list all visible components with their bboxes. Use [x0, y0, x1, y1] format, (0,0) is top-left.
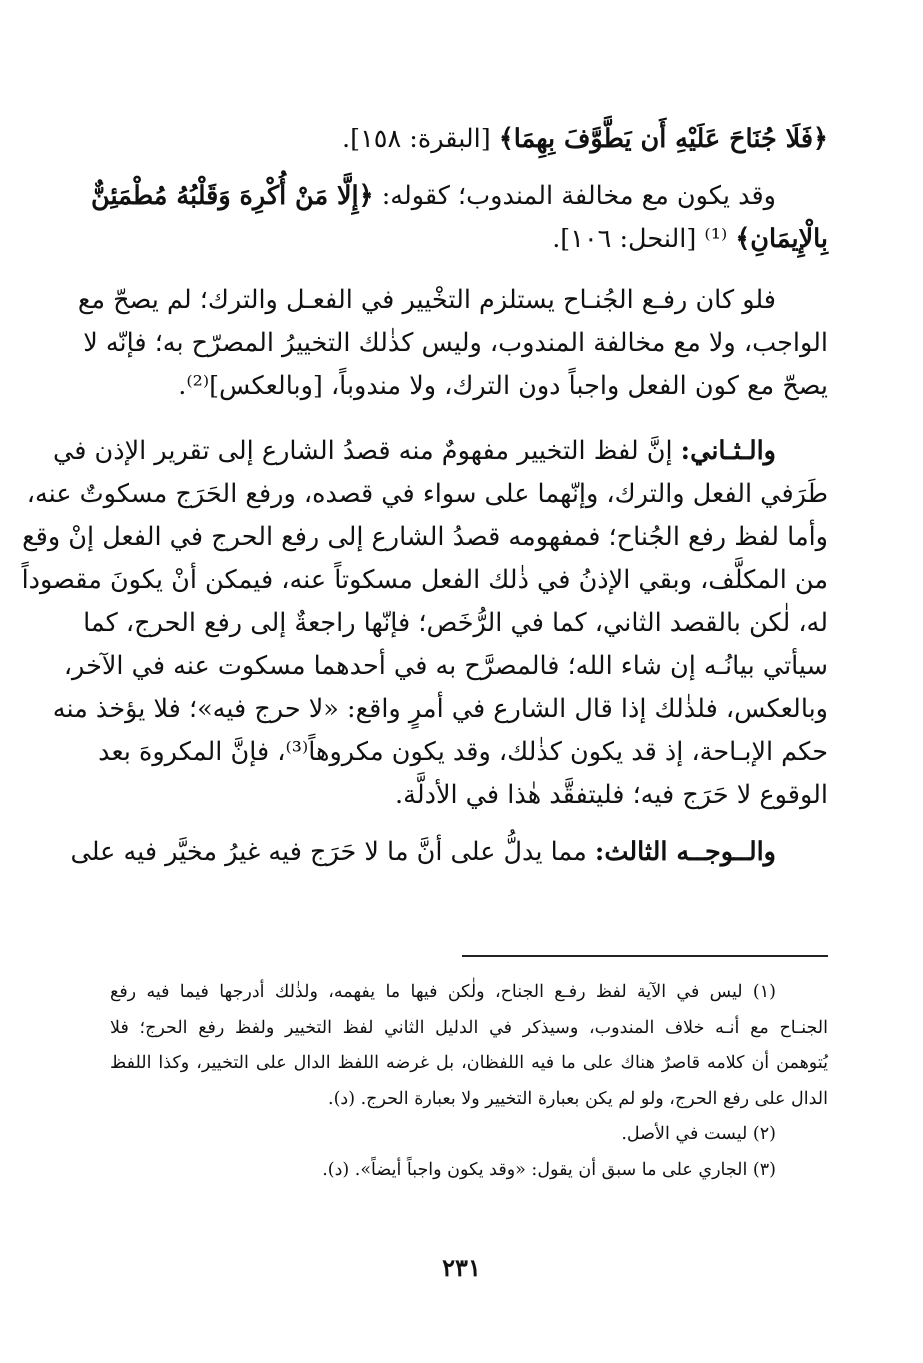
- main-text: [21, 118, 828, 874]
- paragraph-2-lead: والـثـاني:: [680, 436, 776, 466]
- text-line-1: [110, 118, 828, 161]
- footnote-divider: [462, 955, 828, 957]
- quran-verse-2-end: بِالْإِيمَانِ﴾: [735, 224, 828, 254]
- paragraph-1-line: يصحّ مع كون الفعل واجباً دون الترك، ولا مندوباً، [وبالعكس]⁽²⁾.: [178, 371, 828, 401]
- verse-reference-1: [البقرة: ١٥٨].: [342, 124, 491, 154]
- footnote-1-line: الجنـاح مع أنـه خلاف المندوب، وسيذكر في الدليل الثاني لفظ التخيير ولفظ رفع الحرج؛ فلا: [110, 1017, 828, 1038]
- paragraph-3-first: مما يدلُّ على أنَّ ما لا حَرَج فيه غيرُ مخيَّر فيه على: [70, 837, 587, 867]
- text-line-3: [110, 218, 828, 261]
- footnotes: [110, 975, 828, 1188]
- paragraph-2: [21, 430, 828, 817]
- footnote-1-line: يُتوهمن أن كلامه قاصرٌ هناك على ما فيه اللفظان، بل غرضه اللفظ الدال على التخيير، وكذا اللفظ: [110, 1053, 828, 1073]
- footnote-3: (٣) الجاري على ما سبق أن يقول: «وقد يكون واجباً أيضاً». (د).: [322, 1159, 776, 1180]
- quran-verse-1: ﴿فَلَا جُنَاحَ عَلَيْهِ أَن يَطَّوَّفَ بِهِمَا﴾: [498, 124, 828, 154]
- paragraph-2-line: [52, 430, 828, 473]
- paragraph-2-line: له، لٰكن بالقصد الثاني، كما في الرُّخَص؛ فإنّها راجعةٌ إلى رفع الحرج، كما: [83, 608, 828, 638]
- verse-reference-2: ⁽¹⁾ [النحل: ١٠٦].: [552, 224, 728, 254]
- text-line-2: [91, 175, 828, 218]
- paragraph-1-line: الواجب، ولا مع مخالفة المندوب، وليس كذٰلك التخييرُ المصرّح به؛ فإنّه لا: [83, 328, 828, 358]
- paragraph-2-first: إنَّ لفظ التخيير مفهومٌ منه قصدُ الشارع إلى تقرير الإذن في: [52, 436, 673, 466]
- paragraph-3-line: [70, 831, 828, 874]
- quran-verse-2: ﴿إِلَّا مَنْ أُكْرِهَ وَقَلْبُهُ مُطْمَئِنٌّ: [91, 181, 374, 211]
- paragraph-1-line: فلو كان رفـع الجُنـاح يستلزم التخْيير في الفعـل والترك؛ لم يصحّ مع: [77, 285, 776, 315]
- footnote-2: (٢) ليست في الأصل.: [621, 1124, 776, 1144]
- paragraph-2-line: وأما لفظ رفع الجُناح؛ فمفهومه قصدُ الشارع إلى رفع الحرج في الفعل إنْ وقع: [22, 522, 828, 552]
- paragraph-2-line: سيأتي بيانُـه إن شاء الله؛ فالمصرَّح به في أحدهما مسكوت عنه في الآخر،: [63, 651, 828, 681]
- line-2-text: وقد يكون مع مخالفة المندوب؛ كقوله:: [381, 181, 776, 211]
- paragraph-3: [70, 831, 828, 874]
- paragraph-2-line: حكم الإبـاحة، إذ قد يكون كذٰلك، وقد يكون مكروهاً⁽³⁾، فإنَّ المكروهَ بعد: [98, 737, 828, 767]
- footnote-1-line: الدال على رفع الحرج، ولو لم يكن بعبارة التخيير ولا بعبارة الحرج. (د).: [328, 1088, 828, 1109]
- footnote-1-line: (١) ليس في الآية لفظ رفـع الجناح، ولٰكن فيها ما يفهمه، ولذٰلك أدرجها فيما فيه رفع: [110, 982, 776, 1002]
- page-number: ٢٣١: [442, 1253, 481, 1282]
- paragraph-1: [77, 279, 828, 408]
- paragraph-2-line: من المكلَّف، وبقي الإذنُ في ذٰلك الفعل مسكوتاً عنه، فيمكن أنْ يكونَ مقصوداً: [21, 565, 828, 595]
- paragraph-2-line: الوقوع لا حَرَج فيه؛ فليتفقَّد هٰذا في الأدلَّة.: [395, 780, 828, 810]
- paragraph-3-lead: والــوجــه الثالث:: [594, 837, 776, 867]
- paragraph-2-line: طَرَفي الفعل والترك، وإنّهما على سواء في قصده، ورفع الحَرَج مسكوتٌ عنه،: [26, 479, 828, 509]
- paragraph-2-line: وبالعكس، فلذٰلك إذا قال الشارع في أمرٍ واقع: «لا حرج فيه»؛ فلا يؤخذ منه: [52, 694, 828, 724]
